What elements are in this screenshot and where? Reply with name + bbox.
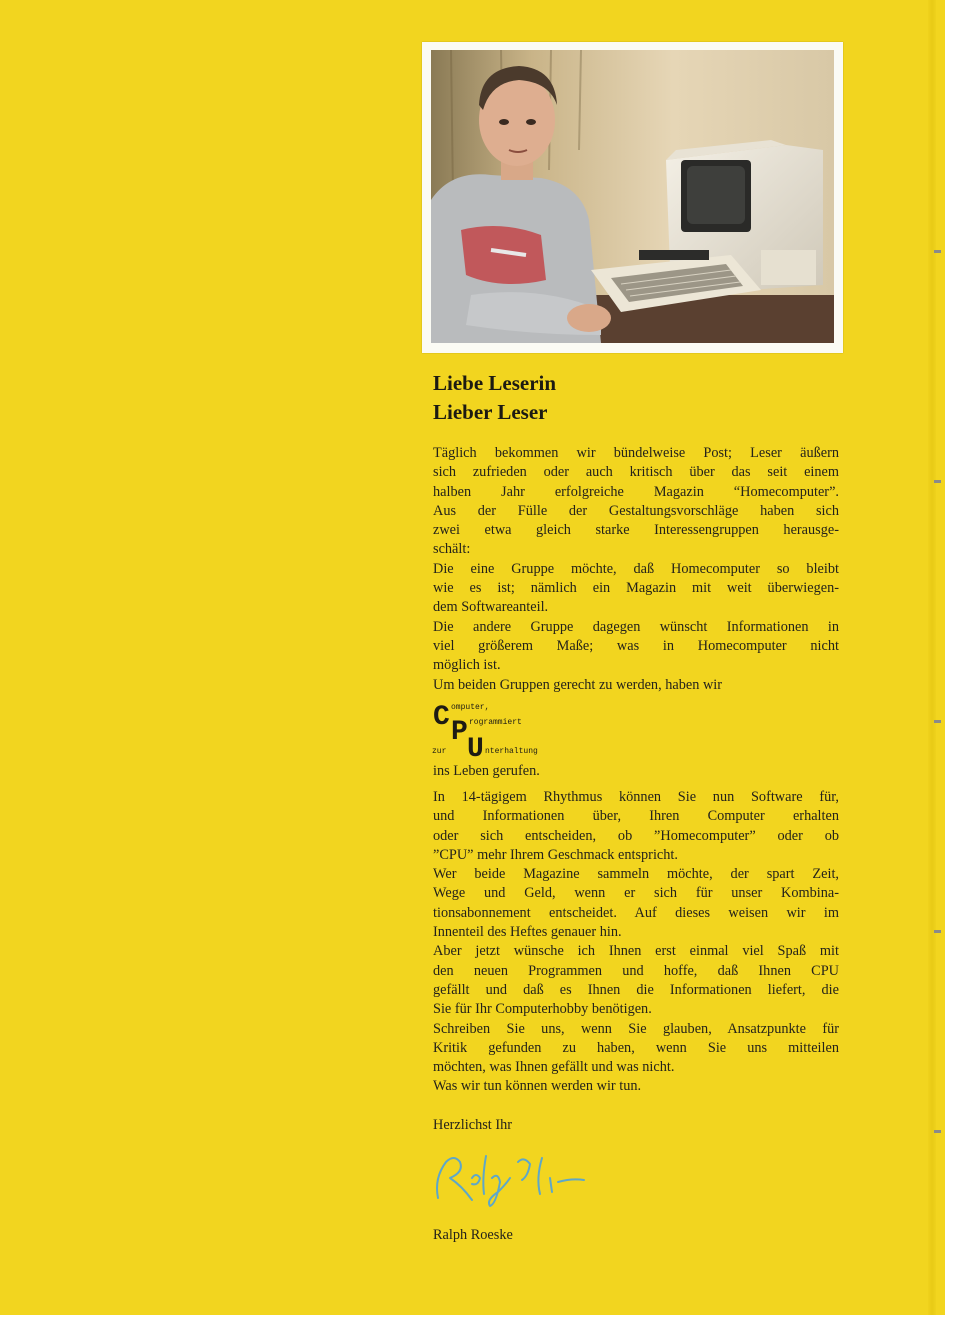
text-line: Was wir tun können werden wir tun. <box>433 1078 642 1095</box>
text-line: schält: <box>433 541 471 558</box>
page-edge <box>945 0 970 1335</box>
text-line: den neuen Programmen und hoffe, daß Ihnen CPU <box>433 962 839 979</box>
text-line: Aus der Fülle der Gestaltungsvorschläge haben sich <box>433 502 839 519</box>
text-line: ”CPU” mehr Ihrem Geschmack entspricht. <box>433 846 678 863</box>
logo-word-computer: omputer, <box>451 703 490 712</box>
text-line: sich zufrieden oder auch kritisch über das seit einem <box>433 464 839 481</box>
editor-photo-frame <box>422 42 843 353</box>
text-line: tionsabonnement entscheidet. Auf dieses weisen wir im <box>433 904 839 921</box>
logo-word-zur: zur <box>432 747 447 756</box>
logo-letter-c: C <box>433 702 450 733</box>
editor-photo <box>431 50 834 343</box>
binding-hole <box>934 250 941 253</box>
closing-text: Herzlichst Ihr <box>433 1117 512 1133</box>
binding-hole <box>934 1130 941 1133</box>
text-line: viel größerem Maße; was in Homecomputer nicht <box>433 637 839 654</box>
text-line: möglich ist. <box>433 657 501 674</box>
text-line: Wer beide Magazine sammeln möchte, der spart Zeit, <box>433 866 839 883</box>
logo-letter-u: U <box>467 734 484 760</box>
logo-letter-p: P <box>451 717 468 748</box>
after-logo-text: ins Leben gerufen. <box>433 763 540 779</box>
text-line: Die andere Gruppe dagegen wünscht Informationen in <box>433 618 839 635</box>
page-fold <box>928 0 936 1315</box>
text-line: und Informationen über, Ihren Computer erhalten <box>433 808 839 825</box>
text-line: Aber jetzt wünsche ich Ihnen erst einmal viel Spaß mit <box>433 943 839 960</box>
greeting-heading-1: Liebe Leserin <box>433 371 557 395</box>
signature <box>432 1148 592 1208</box>
intro-paragraph <box>433 444 839 695</box>
text-line: halben Jahr erfolgreiche Magazin “Homecomputer”. <box>433 483 839 500</box>
text-line: Um beiden Gruppen gerecht zu werden, haben wir <box>433 676 723 693</box>
text-line: Schreiben Sie uns, wenn Sie glauben, Ansatzpunkte für <box>433 1020 839 1037</box>
text-line: Sie für Ihr Computerhobby benötigen. <box>433 1001 652 1018</box>
text-line: Täglich bekommen wir bündelweise Post; Leser äußern <box>433 445 839 461</box>
greeting-heading-2: Lieber Leser <box>433 400 548 424</box>
author-name: Ralph Roeske <box>433 1227 513 1243</box>
text-line: möchten, was Ihnen gefällt und was nicht. <box>433 1059 675 1076</box>
text-line: Kritik gefunden zu haben, wenn Sie uns mitteilen <box>433 1039 839 1056</box>
binding-hole <box>934 720 941 723</box>
binding-hole <box>934 930 941 933</box>
text-line: oder sich entscheiden, ob ”Homecomputer” oder ob <box>433 827 839 844</box>
text-line: wie es ist; nämlich ein Magazin mit weit überwiegen- <box>433 580 839 597</box>
logo-word-unterhaltung: nterhaltung <box>485 747 538 756</box>
text-line: Die eine Gruppe möchte, daß Homecomputer so bleibt <box>433 560 839 577</box>
cpu-logo <box>432 698 567 760</box>
text-line: dem Softwareanteil. <box>433 599 549 616</box>
text-line: zwei etwa gleich starke Interessengruppen herausge- <box>433 522 839 539</box>
text-line: Wege und Geld, wenn er sich für unser Kombina- <box>433 885 839 902</box>
binding-hole <box>934 480 941 483</box>
text-line: gefällt und daß es Ihnen die Informationen liefert, die <box>433 981 839 998</box>
main-paragraph <box>433 788 839 1097</box>
text-line: Innenteil des Heftes genauer hin. <box>433 924 622 941</box>
logo-word-programmiert: rogrammiert <box>469 718 522 727</box>
text-line: In 14-tägigem Rhythmus können Sie nun Software für, <box>433 789 839 805</box>
